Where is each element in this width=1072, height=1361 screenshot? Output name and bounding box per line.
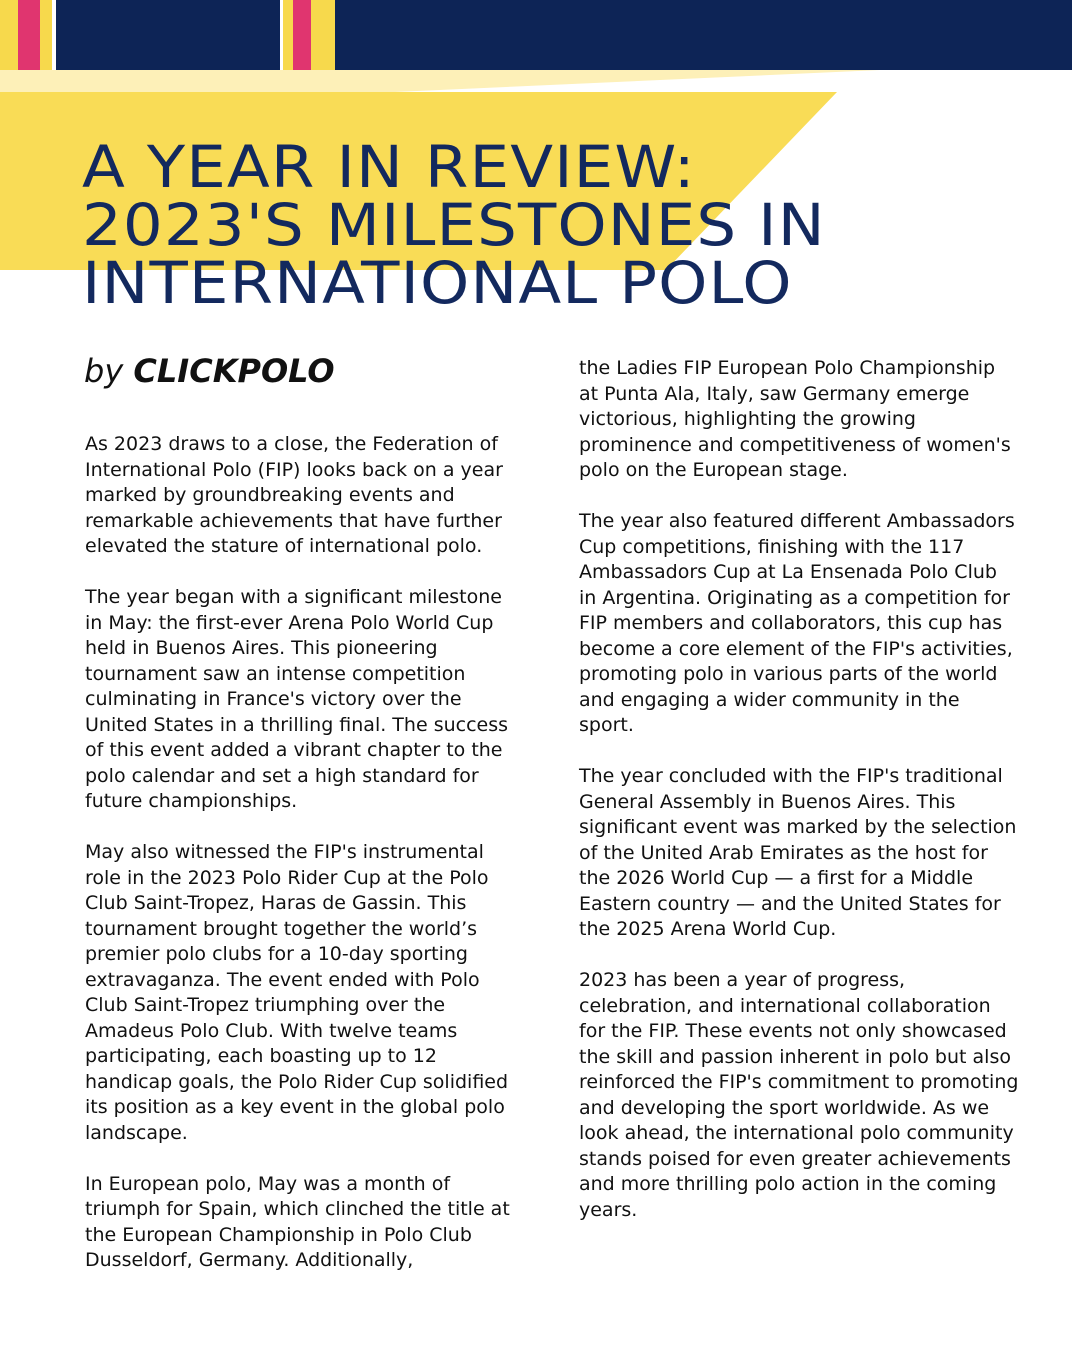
article-column-right: [579, 356, 1019, 1249]
paragraph: The year concluded with the FIP's traditional General Assembly in Buenos Aires. This significant event was marked by the selection of the United Arab Emirates as the host for the 2026 World Cup — a first for a Middle Eastern country — and the United States for the 2025 Arena World Cup.: [579, 765, 1017, 940]
title-line: 2023'S MILESTONES IN: [82, 191, 826, 259]
paragraph: the Ladies FIP European Polo Championship at Punta Ala, Italy, saw Germany emerge victorious, highlighting the growing prominence and competitiveness of women's polo on the European stage.: [579, 357, 1011, 481]
article-title: [82, 133, 1072, 317]
decor-stripe-yellow: [283, 0, 293, 70]
article-column-left: [85, 432, 525, 1299]
decor-stripe-yellow: [40, 0, 52, 70]
paragraph: May also witnessed the FIP's instrumental role in the 2023 Polo Rider Cup at the Polo Club Saint-Tropez, Haras de Gassin. This tournament brought together the world’s premier polo clubs for a 10-day sporting extravaganza. The event ended with Polo Club Saint-Tropez triumphing over the Amadeus Polo Club. With twelve teams participating, each boasting up to 12 handicap goals, the Polo Rider Cup solidified its position as a key event in the global polo landscape.: [85, 841, 509, 1144]
byline: [84, 352, 335, 390]
paragraph: In European polo, May was a month of triumph for Spain, which clinched the title at the European Championship in Polo Club Dusseldorf, Germany. Additionally,: [85, 1172, 510, 1271]
paragraph: The year also featured different Ambassadors Cup competitions, finishing with the 117 Ambassadors Cup at La Ensenada Polo Club in Argentina. Originating as a competition for FIP members and collaborators, this cup has become a core element of the FIP's activities, promoting polo in various parts of the world and engaging a wider community in the sport.: [579, 510, 1015, 736]
byline-author: CLICKPOLO: [133, 352, 335, 390]
decor-stripe-pink: [293, 0, 311, 70]
decor-stripe-pink: [18, 0, 40, 70]
decor-stripe-yellow: [311, 0, 335, 70]
decor-stripe-yellow: [0, 0, 18, 70]
paragraph: 2023 has been a year of progress, celebration, and international collaboration for the FIP. These events not only showcased the skill and passion inherent in polo but also reinforced the FIP's commitment to promoting and developing the sport worldwide. As we look ahead, the international polo community stands poised for even greater achievements and more thrilling polo action in the coming years.: [579, 969, 1019, 1221]
byline-prefix: by: [84, 352, 124, 390]
paragraph: The year began with a significant milestone in May: the first-ever Arena Polo World Cup held in Buenos Aires. This pioneering tournament saw an intense competition culminating in France's victory over the United States in a thrilling final. The success of this event added a vibrant chapter to the polo calendar and set a high standard for future championships.: [85, 586, 509, 812]
header-navy-bar: [0, 0, 1072, 70]
decor-stripe-white: [52, 0, 56, 70]
paragraph: As 2023 draws to a close, the Federation of International Polo (FIP) looks back on a year marked by groundbreaking events and remarkable achievements that have further elevated the stature of international polo.: [85, 433, 503, 557]
title-line: INTERNATIONAL POLO: [82, 249, 793, 317]
title-line: A YEAR IN REVIEW:: [82, 133, 696, 201]
